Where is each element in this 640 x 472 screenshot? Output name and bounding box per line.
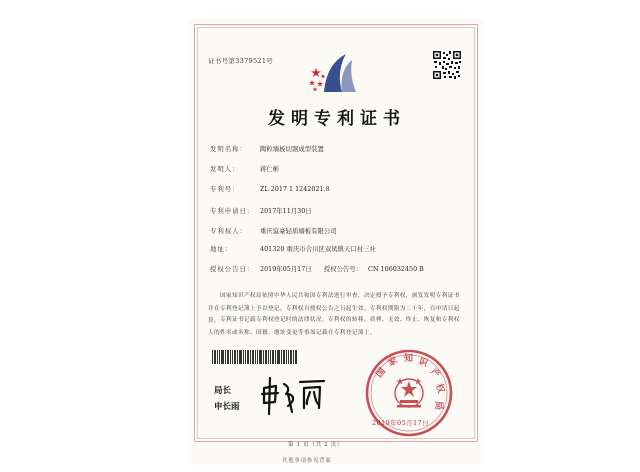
- address-label: 地址：: [210, 245, 233, 253]
- invention-name-label: 发明名称：: [210, 145, 247, 153]
- handwritten-signature-icon: [258, 372, 330, 416]
- patent-office-emblem-icon: [306, 50, 364, 96]
- grant-number-value: CN 106032450 B: [368, 265, 424, 273]
- patent-number-row: [210, 184, 330, 193]
- grant-row: [210, 264, 424, 273]
- patentee-label: 专利权人：: [210, 227, 247, 235]
- grant-date-value: 2019年05月17日: [260, 265, 312, 273]
- invention-name-row: [210, 144, 324, 153]
- filing-date-label: 专利申请日：: [210, 207, 255, 215]
- svg-text:识: 识: [416, 356, 429, 370]
- barcode-icon: [212, 350, 298, 364]
- seal-date: 2019年05月17日: [372, 419, 429, 427]
- patent-number-value: ZL 2017 1 1242021.8: [260, 185, 330, 193]
- director-title: 局长: [214, 386, 232, 396]
- address-row: [210, 244, 376, 253]
- svg-text:权: 权: [433, 382, 446, 395]
- svg-text:局: 局: [433, 401, 443, 411]
- invention-name-value: 陶粒墙板切割成型装置: [260, 145, 324, 153]
- svg-text:知: 知: [404, 354, 414, 364]
- patent-number-label: 专利号：: [210, 185, 240, 193]
- certificate-number: 证书号第3379521号: [208, 57, 274, 65]
- svg-text:国: 国: [374, 366, 389, 380]
- inventor-row: [210, 164, 279, 173]
- patentee-row: [210, 226, 337, 235]
- patentee-value: 重庆谊豪轻质墙板有限公司: [260, 227, 337, 235]
- qr-code-icon: [432, 50, 462, 80]
- address-value: 401320 重庆市合川区双凤镇天口村三社: [260, 245, 376, 253]
- grant-statement-paragraph: 国家知识产权局依照中华人民共和国专利法进行审查，决定授予专利权，颁发发明专利证书并在专利登记簿上予以登记。专利权自授权公告之日起生效。专利权期限为二十年，自申请日起算。: [208, 293, 460, 324]
- footer-note: 其他事项参见背面: [282, 458, 332, 464]
- filing-date-value: 2017年11月30日: [260, 207, 312, 215]
- grant-date-label: 授权公告日：: [210, 265, 255, 273]
- svg-text:产: 产: [427, 367, 442, 381]
- filing-date-row: [210, 206, 312, 215]
- page-number: 第 1 页（共 2 页）: [288, 442, 343, 448]
- legal-status-paragraph: 专利证书记载专利权登记时的法律状况。专利权的转移、质押、无效、终止、恢复和专利权人的姓名或名称、国籍、地址变更等事项记载在专利登记簿上。: [208, 317, 460, 336]
- inventor-value: 蒋仁彬: [260, 165, 280, 173]
- svg-text:家: 家: [386, 355, 400, 369]
- inventor-label: 发明人：: [210, 165, 240, 173]
- grant-number-label: 授权公告号：: [323, 265, 363, 273]
- certificate-title: 发明专利证书: [268, 109, 406, 129]
- director-name: 申长雨: [214, 402, 240, 412]
